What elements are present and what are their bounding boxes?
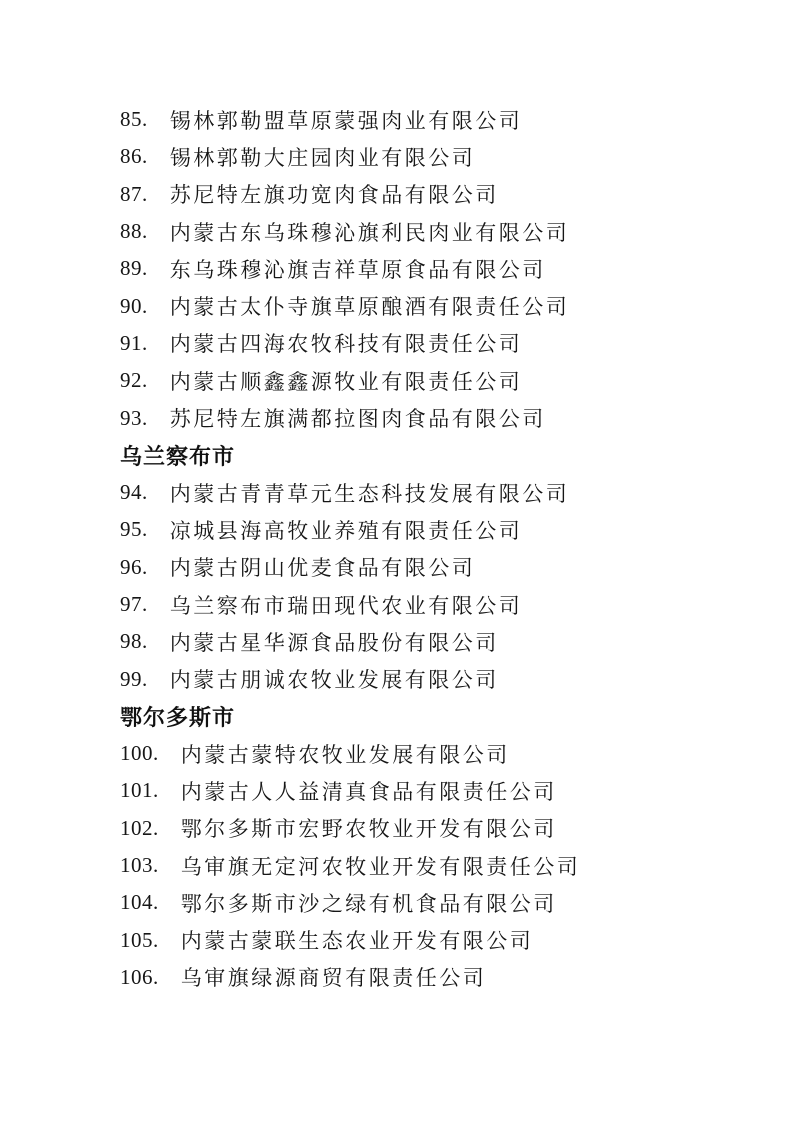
list-item <box>120 474 737 511</box>
company-name: 鄂尔多斯市沙之绿有机食品有限公司 <box>180 891 557 916</box>
company-name: 内蒙古阴山优麦食品有限公司 <box>169 556 476 581</box>
company-name: 内蒙古星华源食品股份有限公司 <box>169 630 499 655</box>
item-number: 94. <box>120 480 148 505</box>
company-name: 锡林郭勒大庄园肉业有限公司 <box>169 145 476 170</box>
list-item <box>120 735 737 772</box>
list-item <box>120 325 737 362</box>
item-number: 96. <box>120 554 148 579</box>
company-name: 内蒙古顺鑫鑫源牧业有限责任公司 <box>169 369 523 394</box>
item-number: 100. <box>120 741 159 766</box>
company-name: 鄂尔多斯市宏野农牧业开发有限公司 <box>180 817 557 842</box>
item-number: 88. <box>120 219 148 244</box>
item-number: 93. <box>120 405 148 430</box>
company-name: 苏尼特左旗功宽肉食品有限公司 <box>169 183 499 208</box>
company-name: 内蒙古太仆寺旗草原酿酒有限责任公司 <box>169 295 570 320</box>
company-name: 凉城县海高牧业养殖有限责任公司 <box>169 518 523 543</box>
list-item <box>120 623 737 660</box>
list-item <box>120 213 737 250</box>
list-item <box>120 884 737 921</box>
company-name: 内蒙古东乌珠穆沁旗利民肉业有限公司 <box>169 220 570 245</box>
item-number: 105. <box>120 927 159 952</box>
company-name: 乌审旗无定河农牧业开发有限责任公司 <box>180 854 581 879</box>
item-number: 90. <box>120 293 148 318</box>
city-section-header: 鄂尔多斯市 <box>120 704 236 730</box>
item-number: 99. <box>120 666 148 691</box>
list-item <box>120 399 737 436</box>
item-number: 104. <box>120 890 159 915</box>
item-number: 85. <box>120 107 148 132</box>
list-item <box>120 847 737 884</box>
item-number: 97. <box>120 592 148 616</box>
list-item <box>120 772 737 809</box>
company-name: 锡林郭勒盟草原蒙强肉业有限公司 <box>169 108 523 133</box>
list-item <box>120 586 737 623</box>
company-name: 内蒙古青青草元生态科技发展有限公司 <box>169 481 570 506</box>
company-name: 内蒙古朋诚农牧业发展有限公司 <box>169 668 499 693</box>
item-number: 101. <box>120 778 159 803</box>
list-item <box>120 959 737 996</box>
company-name: 内蒙古蒙特农牧业发展有限公司 <box>180 742 510 767</box>
company-name: 苏尼特左旗满都拉图肉食品有限公司 <box>169 407 546 432</box>
list-item <box>120 511 737 548</box>
item-number: 103. <box>120 853 159 878</box>
list-item <box>120 250 737 287</box>
list-item <box>120 810 737 847</box>
item-number: 91. <box>120 330 148 355</box>
list-item <box>120 101 737 138</box>
list-item <box>120 287 737 324</box>
company-name: 内蒙古四海农牧科技有限责任公司 <box>169 332 523 357</box>
item-number: 95. <box>120 517 148 542</box>
company-list <box>120 101 737 996</box>
item-number: 89. <box>120 256 148 281</box>
item-number: 87. <box>120 181 148 206</box>
list-item <box>120 176 737 213</box>
company-name: 乌兰察布市瑞田现代农业有限公司 <box>169 593 523 618</box>
company-name: 内蒙古人人益清真食品有限责任公司 <box>180 779 557 804</box>
item-number: 102. <box>120 815 159 840</box>
list-item <box>120 138 737 175</box>
item-number: 106. <box>120 964 159 989</box>
company-name: 东乌珠穆沁旗吉祥草原食品有限公司 <box>169 257 546 282</box>
list-item <box>120 362 737 399</box>
company-name: 内蒙古蒙联生态农业开发有限公司 <box>180 929 534 954</box>
list-item <box>120 922 737 959</box>
city-section-header: 乌兰察布市 <box>120 443 236 469</box>
item-number: 98. <box>120 629 148 654</box>
company-name: 乌审旗绿源商贸有限责任公司 <box>180 966 487 991</box>
list-item <box>120 549 737 586</box>
item-number: 86. <box>120 144 148 169</box>
list-item <box>120 660 737 697</box>
item-number: 92. <box>120 368 148 393</box>
